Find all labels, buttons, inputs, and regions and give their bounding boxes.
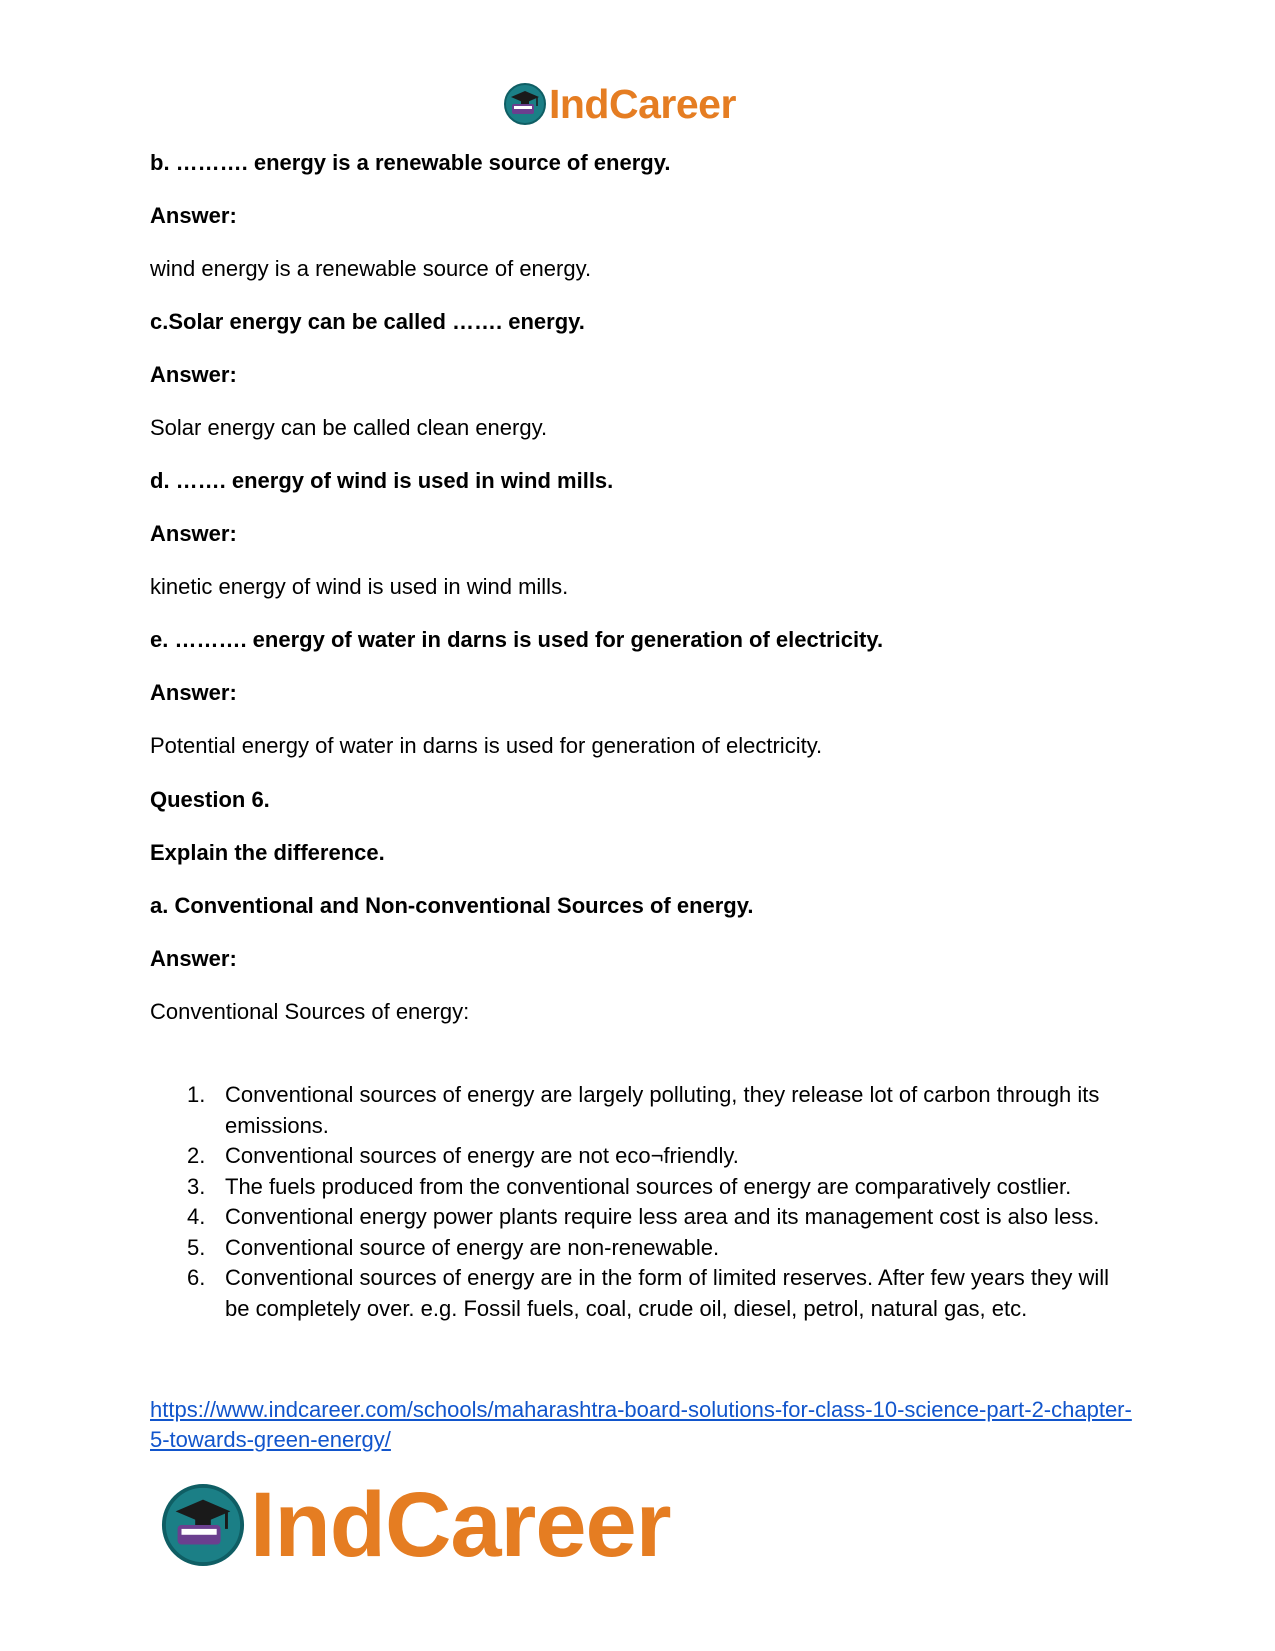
question-6-heading: Question 6. xyxy=(150,787,270,812)
conventional-sources-list xyxy=(150,1080,1130,1324)
answer-label: Answer: xyxy=(150,680,237,705)
list-item xyxy=(150,1202,1130,1233)
list-item-text: Conventional energy power plants require less area and its management cost is also less. xyxy=(225,1204,1100,1229)
logo-wordmark: IndCareer xyxy=(549,80,736,127)
list-item-number: 6. xyxy=(187,1265,206,1290)
graduation-cap-book-icon xyxy=(160,1482,246,1568)
list-item-text: Conventional sources of energy are in the form of limited reserves. After few years they will be completely over. e.g. Fossil fuels, coal, crude oil, diesel, petrol, natural gas, etc. xyxy=(225,1265,1110,1321)
list-item xyxy=(150,1141,1130,1172)
list-item xyxy=(150,1080,1130,1141)
question-6a: a. Conventional and Non-conventional Sources of energy. xyxy=(150,893,754,918)
question-e: e. ………. energy of water in darns is used for generation of electricity. xyxy=(150,627,884,652)
source-url-link[interactable]: https://www.indcareer.com/schools/maharashtra-board-solutions-for-class-10-science-part-2-chapter-5-towards-green-energy/ xyxy=(150,1397,1132,1452)
indcareer-logo-footer xyxy=(160,1470,671,1580)
list-item xyxy=(150,1233,1130,1264)
indcareer-logo-header xyxy=(503,80,736,128)
list-item xyxy=(150,1263,1130,1324)
question-b: b. ………. energy is a renewable source of energy. xyxy=(150,150,671,175)
list-item-number: 4. xyxy=(187,1204,206,1229)
list-item-number: 3. xyxy=(187,1173,206,1199)
list-item xyxy=(150,1172,1130,1203)
list-item-text: Conventional source of energy are non-renewable. xyxy=(225,1234,720,1260)
list-item-text: Conventional sources of energy are largely polluting, they release lot of carbon through its emissions. xyxy=(225,1082,1100,1138)
answer-c-text: Solar energy can be called clean energy. xyxy=(150,415,548,440)
list-item-text: Conventional sources of energy are not eco¬friendly. xyxy=(225,1143,739,1168)
graduation-cap-book-icon xyxy=(503,82,547,126)
answer-b-text: wind energy is a renewable source of energy. xyxy=(150,256,592,281)
list-item-text: The fuels produced from the conventional sources of energy are comparatively costlier. xyxy=(225,1173,1072,1199)
answer-label: Answer: xyxy=(150,946,237,971)
answer-label: Answer: xyxy=(150,203,237,228)
list-item-number: 2. xyxy=(187,1143,206,1168)
answer-label: Answer: xyxy=(150,521,237,546)
list-item-number: 5. xyxy=(187,1234,206,1260)
question-d: d. ……. energy of wind is used in wind mills. xyxy=(150,468,614,493)
question-c: c.Solar energy can be called ……. energy. xyxy=(150,309,585,334)
answer-e-text: Potential energy of water in darns is used for generation of electricity. xyxy=(150,733,823,758)
list-item-number: 1. xyxy=(187,1082,206,1107)
answer-d-text: kinetic energy of wind is used in wind mills. xyxy=(150,574,569,599)
logo-wordmark: IndCareer xyxy=(250,1474,671,1576)
answer-label: Answer: xyxy=(150,362,237,387)
conventional-sources-heading: Conventional Sources of energy: xyxy=(150,999,470,1024)
question-6-instruction: Explain the difference. xyxy=(150,840,385,865)
